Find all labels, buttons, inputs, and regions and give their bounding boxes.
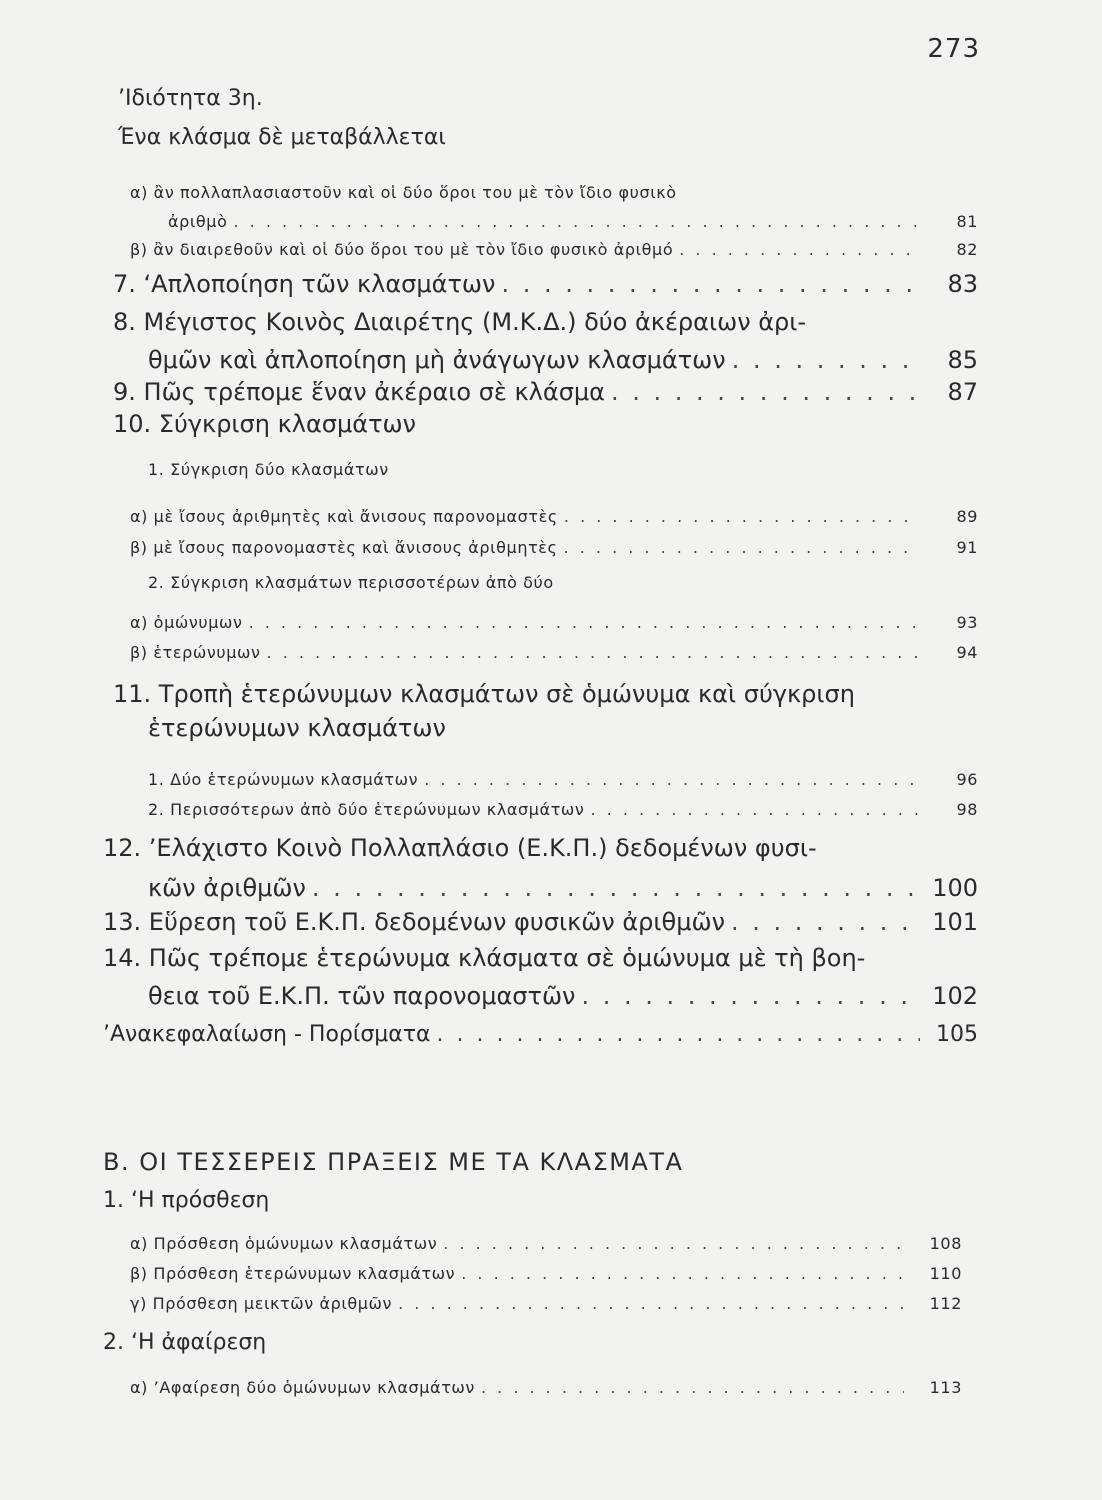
part-b-heading: Β. ΟΙ ΤΕΣΣΕΡΕΙΣ ΠΡΑΞΕΙΣ ΜΕ ΤΑ ΚΛΑΣΜΑΤΑ: [103, 1148, 684, 1176]
page-ref: 110: [929, 1264, 962, 1283]
section-10: 10. Σύγκριση κλασμάτων: [113, 410, 417, 438]
leader-dots: [437, 1022, 920, 1047]
item-a-line1: α) ἂν πολλαπλασιαστοῦν καὶ οἱ δύο ὅροι του μὲ τὸν ἴδιο φυσικὸ: [130, 183, 677, 202]
page-ref: 89: [956, 507, 978, 526]
leader-dots: [398, 1294, 904, 1313]
toc-row: [130, 1294, 962, 1313]
toc-row: [103, 1022, 978, 1047]
section-11-sub2: 2. Περισσότερων ἀπὸ δύο ἑτερώνυμων κλασμάτων: [148, 800, 585, 819]
section-10-sub1: 1. Σύγκριση δύο κλασμάτων: [148, 460, 389, 479]
leader-dots: [249, 613, 920, 632]
addition-title: 1. ‘Η πρόσθεση: [103, 1188, 270, 1213]
section-8-line2: θμῶν καὶ ἀπλοποίηση μὴ ἀνάγωγων κλασμάτων: [148, 346, 726, 374]
item-b: β) ἂν διαιρεθοῦν καὶ οἱ δύο ὅροι του μὲ τὸν ἴδιο φυσικὸ ἀριθμό: [130, 240, 674, 259]
toc-row: [130, 643, 978, 662]
section-13: 13. Εὕρεση τοῦ Ε.Κ.Π. δεδομένων φυσικῶν ἀριθμῶν: [103, 908, 725, 936]
leader-dots: [267, 643, 920, 662]
leader-dots: [731, 908, 920, 936]
toc-row: [130, 240, 978, 259]
toc-row: [148, 982, 978, 1010]
leader-dots: [581, 982, 920, 1010]
toc-row: [130, 507, 978, 526]
page-number: 273: [927, 34, 980, 64]
leader-dots: [233, 212, 920, 231]
leader-dots: [564, 538, 920, 557]
page-ref: 85: [947, 346, 978, 374]
toc-row: [148, 770, 978, 789]
section-10-sub1-b: β) μὲ ἴσους παρονομαστὲς καὶ ἄνισους ἀριθμητὲς: [130, 538, 558, 557]
leader-dots: [501, 270, 920, 298]
toc-row: [130, 538, 978, 557]
subtraction-a: α) ’Αφαίρεση δύο ὁμώνυμων κλασμάτων: [130, 1378, 475, 1397]
section-11-line1: 11. Τροπὴ ἑτερώνυμων κλασμάτων σὲ ὁμώνυμα καὶ σύγκριση: [113, 680, 855, 708]
addition-b: β) Πρόσθεση ἑτερώνυμων κλασμάτων: [130, 1264, 456, 1283]
toc-row: [130, 1264, 962, 1283]
page-ref: 105: [936, 1022, 978, 1047]
toc-row: [113, 270, 978, 298]
page-ref: 82: [956, 240, 978, 259]
page-ref: 101: [932, 908, 978, 936]
section-10-sub2-b: β) ἑτερώνυμων: [130, 643, 261, 662]
section-14-line2: θεια τοῦ Ε.Κ.Π. τῶν παρονομαστῶν: [148, 982, 576, 1010]
toc-row: [148, 874, 978, 902]
page-ref: 91: [956, 538, 978, 557]
page-ref: 96: [956, 770, 978, 789]
toc-row: [130, 1234, 962, 1253]
property-statement: Ένα κλάσμα δὲ μεταβάλλεται: [118, 125, 446, 150]
addition-c: γ) Πρόσθεση μεικτῶν ἀριθμῶν: [130, 1294, 393, 1313]
section-12-line2: κῶν ἀριθμῶν: [148, 874, 306, 902]
section-10-sub1-a: α) μὲ ἴσους ἀριθμητὲς καὶ ἄνισους παρονομαστὲς: [130, 507, 558, 526]
toc-row: [113, 378, 978, 406]
toc-row: [103, 908, 978, 936]
property-title: ’Ιδιότητα 3η.: [118, 86, 263, 111]
page-ref: 93: [956, 613, 978, 632]
leader-dots: [481, 1378, 904, 1397]
leader-dots: [611, 378, 920, 406]
page-ref: 112: [929, 1294, 962, 1313]
subtraction-title: 2. ‘Η ἀφαίρεση: [103, 1330, 267, 1355]
item-a-line2: ἀριθμὸ: [168, 212, 228, 231]
page-ref: 98: [956, 800, 978, 819]
leader-dots: [679, 240, 920, 259]
section-12-line1: 12. ’Ελάχιστο Κοινὸ Πολλαπλάσιο (Ε.Κ.Π.) δεδομένων φυσι-: [103, 834, 817, 862]
summary: ’Ανακεφαλαίωση - Πορίσματα: [103, 1022, 431, 1047]
page-ref: 87: [947, 378, 978, 406]
page-ref: 113: [929, 1378, 962, 1397]
page-ref: 108: [929, 1234, 962, 1253]
page-ref: 83: [947, 270, 978, 298]
addition-a: α) Πρόσθεση ὁμώνυμων κλασμάτων: [130, 1234, 438, 1253]
section-10-sub2-a: α) ὁμώνυμων: [130, 613, 243, 632]
leader-dots: [443, 1234, 904, 1253]
toc-row: [168, 212, 978, 231]
leader-dots: [312, 874, 920, 902]
section-7: 7. ‘Απλοποίηση τῶν κλασμάτων: [113, 270, 496, 298]
page-ref: 81: [956, 212, 978, 231]
leader-dots: [461, 1264, 904, 1283]
section-11-sub1: 1. Δύο ἑτερώνυμων κλασμάτων: [148, 770, 419, 789]
leader-dots: [424, 770, 920, 789]
section-9: 9. Πῶς τρέπομε ἕναν ἀκέραιο σὲ κλάσμα: [113, 378, 605, 406]
section-11-line2: ἑτερώνυμων κλασμάτων: [148, 714, 446, 742]
leader-dots: [564, 507, 920, 526]
page-ref: 102: [932, 982, 978, 1010]
toc-row: [130, 1378, 962, 1397]
toc-row: [148, 800, 978, 819]
section-8-line1: 8. Μέγιστος Κοινὸς Διαιρέτης (Μ.Κ.Δ.) δύο ἀκέραιων ἀρι-: [113, 308, 807, 336]
page-ref: 100: [932, 874, 978, 902]
toc-row: [148, 346, 978, 374]
leader-dots: [732, 346, 920, 374]
leader-dots: [590, 800, 920, 819]
section-10-sub2: 2. Σύγκριση κλασμάτων περισσοτέρων ἀπὸ δύο: [148, 573, 554, 592]
page-ref: 94: [956, 643, 978, 662]
section-14-line1: 14. Πῶς τρέπομε ἑτερώνυμα κλάσματα σὲ ὁμώνυμα μὲ τὴ βοη-: [103, 944, 866, 972]
toc-row: [130, 613, 978, 632]
